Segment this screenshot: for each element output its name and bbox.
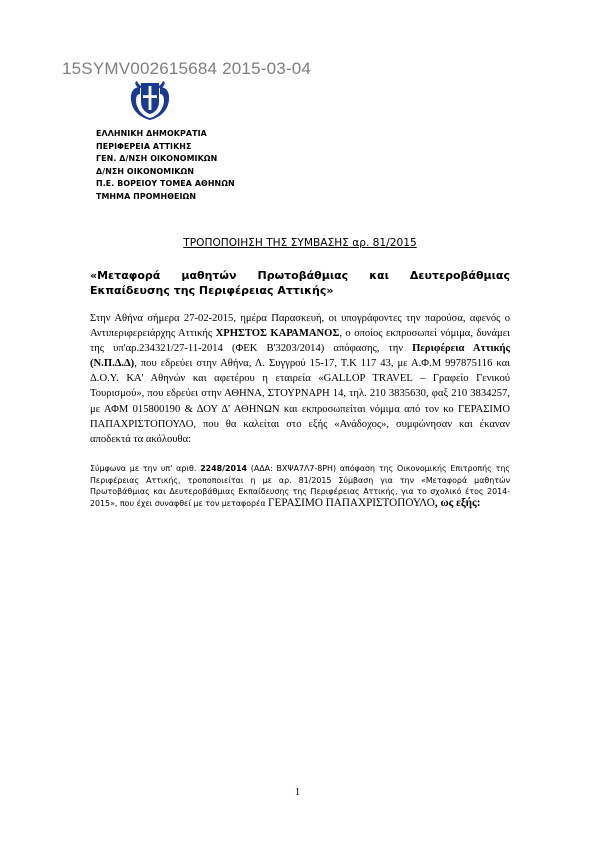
document-id: 15SYMV002615684 2015-03-04 [62,59,312,78]
contract-subject [90,268,510,298]
body-text: Στην Αθήνα σήμερα 27-02-2015, ημέρα Παρασκευή, οι υπογράφοντες την παρούσα, αφενός ο Αντιπεριφερειάρχης Αττικής [90,313,510,340]
decision-text-end: , ως εξής: [434,496,481,509]
header-line: ΓΕΝ. Δ/ΝΣΗ ΟΙΚΟΝΟΜΙΚΩΝ [96,154,218,164]
subject-line-1 [90,268,510,283]
document-title: ΤΡΟΠΟΠΟΙΗΣΗ ΤΗΣ ΣΥΜΒΑΣΗΣ αρ. 81/2015 [183,237,417,249]
decision-text: Σύμφωνα με την υπ' αριθ. [90,464,201,473]
subject-line-2: Εκπαίδευσης της Περιφέρειας Αττικής» [90,284,334,297]
subject-word: Δευτεροβάθμιας [409,269,510,282]
deputy-governor-name: ΧΡΗΣΤΟΣ ΚΑΡΑΜΑΝΟΣ [215,328,340,340]
header-line: ΤΜΗΜΑ ΠΡΟΜΗΘΕΙΩΝ [96,191,197,201]
greek-state-emblem-icon [126,80,174,122]
header-line: ΕΛΛΗΝΙΚΗ ΔΗΜΟΚΡΑΤΙΑ [96,129,207,138]
subject-word: «Μεταφορά [90,269,161,282]
decision-text: (ΑΔΑ: ΒΧΨΑ7Λ7-8ΡΗ) απόφαση της Οικονομικής Επιτροπής της Περιφέρειας Αττικής, τροποποιείται η με αρ. 81/2015 Σύμβαση για την «Μεταφορά μαθητών Πρωτοβάθμιας και Δευτεροβάθμιας Εκπαίδευσης της Περιφέρειας Αττικής, για το σχολικό έτος 2014-2015», που έχει συναφθεί με τον μεταφορέα [90,464,510,508]
parties-paragraph [90,311,510,447]
authority-header [96,128,235,204]
decision-number: 2248/2014 [200,464,247,473]
body-text: , ο οποίος εκπροσωπεί νόμιμα, δυνάμει της υπ'αρ.234321/27-11-2014 (ΦΕΚ Β'3203/2014) απόφασης, την [90,328,511,355]
header-line: Π.Ε. ΒΟΡΕΙΟΥ ΤΟΜΕΑ ΑΘΗΝΩΝ [96,179,235,189]
decision-paragraph [90,463,510,509]
body-text: , που εδρεύει στην Αθήνα, Λ. Συγγρού 15-17, Τ.Κ 117 43, με Α.Φ.Μ 997875116 και Δ.Ο.Υ. ΚΑ' Αθηνών και αφετέρου η εταιρεία «GALLOP TRAVEL – Γραφείο Γενικού Τουρισμού», που εδρεύει στην ΑΘΗΝΑ, ΣΤΟΥΡΝΑΡΗ 14, τηλ. 210 3835630, φαξ 210 3834257, με ΑΦΜ 015800190 & ΔΟΥ Δ' ΑΘΗΝΩΝ και εκπροσωπείται νόμιμα από τον κο ΓΕΡΑΣΙΜΟ ΠΑΠΑΧΡΙΣΤΟΠΟΥΛΟ, που θα καλείται στο εξής «Ανάδοχος», συμφώνησαν και έκαναν αποδεκτά τα ακόλουθα: [90,358,510,445]
header-line: Δ/ΝΣΗ ΟΙΚΟΝΟΜΙΚΩΝ [96,166,195,176]
contractor-name: ΓΕΡΑΣΙΜΟ ΠΑΠΑΧΡΙΣΤΟΠΟΥΛΟ [268,496,435,509]
header-line: ΠΕΡΙΦΕΡΕΙΑ ΑΤΤΙΚΗΣ [96,141,192,151]
subject-word: μαθητών [181,269,237,282]
page-number: 1 [294,787,301,798]
subject-word: Πρωτοβάθμιας [257,269,349,282]
subject-word: και [369,269,389,282]
region-name: Περιφέρεια Αττικής (Ν.Π.Δ.Δ) [90,343,510,370]
